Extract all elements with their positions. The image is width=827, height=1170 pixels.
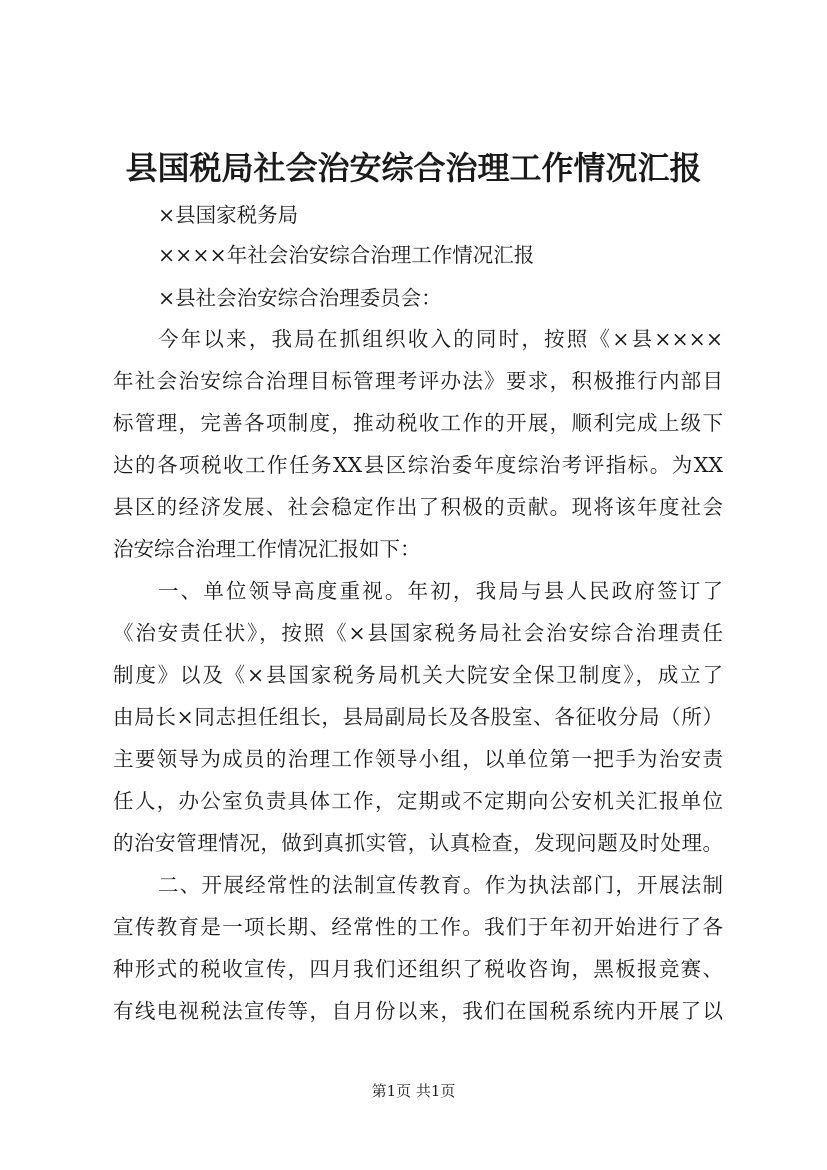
body-line: 宣传教育是一项长期、经常性的工作。我们于年初开始进行了各 — [113, 915, 723, 939]
body-line: 种形式的税收宣传，四月我们还组织了税收咨询，黑板报竞赛、 — [113, 957, 723, 981]
body-line: 主要领导为成员的治理工作领导小组，以单位第一把手为治安责 — [113, 747, 723, 771]
body-line: 年社会治安综合治理目标管理考评办法》要求，积极推行内部目 — [113, 369, 723, 393]
body-line: 二、开展经常性的法制宣传教育。作为执法部门，开展法制 — [158, 873, 723, 897]
body-line: 制度》以及《×县国家税务局机关大院安全保卫制度》，成立了 — [113, 663, 723, 687]
body-line: 达的各项税收工作任务XX县区综治委年度综治考评指标。为XX — [113, 453, 723, 477]
report-subtitle-line: ××××年社会治安综合治理工作情况汇报 — [158, 243, 535, 267]
body-line: 由局长×同志担任组长，县局副局长及各股室、各征收分局（所） — [113, 705, 723, 729]
salutation-line: ×县社会治安综合治理委员会： — [158, 286, 442, 310]
body-line: 的治安管理情况，做到真抓实管，认真检查，发现问题及时处理。 — [113, 831, 723, 855]
body-line: 标管理，完善各项制度，推动税收工作的开展，顺利完成上级下 — [113, 411, 723, 435]
body-line: 任人，办公室负责具体工作，定期或不定期向公安机关汇报单位 — [113, 789, 723, 813]
body-line: 今年以来，我局在抓组织收入的同时，按照《×县×××× — [158, 327, 723, 351]
org-name-line: ×县国家税务局 — [158, 203, 299, 227]
body-line: 一、单位领导高度重视。年初，我局与县人民政府签订了 — [158, 579, 723, 603]
page-footer: 第1页 共1页 — [371, 1082, 456, 1100]
body-line: 县区的经济发展、社会稳定作出了积极的贡献。现将该年度社会 — [113, 495, 723, 519]
body-line: 《治安责任状》，按照《×县国家税务局社会治安综合治理责任 — [113, 621, 723, 645]
document-title: 县国税局社会治安综合治理工作情况汇报 — [125, 149, 702, 187]
body-line: 有线电视税法宣传等，自月份以来，我们在国税系统内开展了以 — [113, 999, 723, 1023]
body-line: 治安综合治理工作情况汇报如下： — [113, 537, 421, 561]
